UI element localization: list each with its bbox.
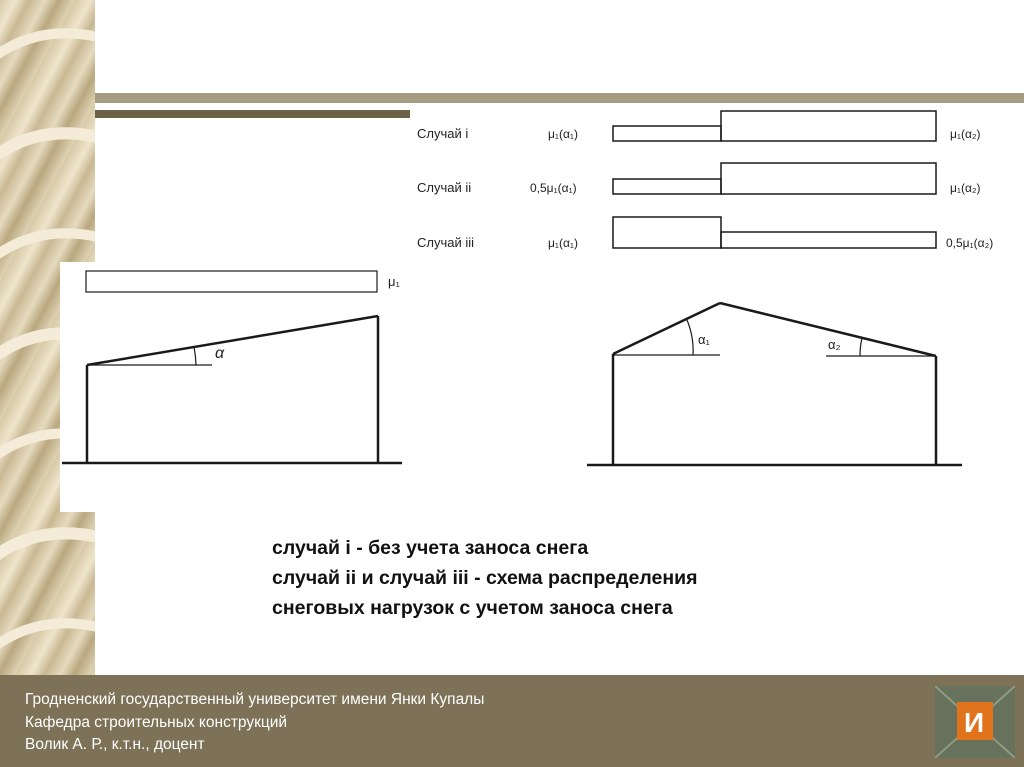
caption-line-1: случай i - без учета заноса снега bbox=[272, 537, 589, 559]
case-2-left-coef: 0,5μ₁(α₁) bbox=[530, 181, 577, 195]
footer-author: Волик А. Р., к.т.н., доцент bbox=[25, 736, 205, 753]
case-2-label: Случай ii bbox=[417, 180, 472, 195]
footer-department: Кафедра строительных конструкций bbox=[25, 713, 288, 731]
caption-line-3: снеговых нагрузок с учетом заноса снега bbox=[272, 597, 673, 619]
case-2-right-coef: μ₁(α₂) bbox=[950, 181, 981, 195]
logo-text: И bbox=[964, 707, 985, 738]
case-1-right-coef: μ₁(α₂) bbox=[950, 127, 981, 141]
case-3-label: Случай iii bbox=[417, 235, 475, 250]
gable-building bbox=[587, 303, 962, 465]
footer-university: Гродненский государственный университет имени Янки Купалы bbox=[25, 691, 485, 708]
footer-text bbox=[25, 689, 484, 757]
university-logo bbox=[935, 686, 1015, 758]
case-3-left-coef: μ₁(α₁) bbox=[548, 236, 578, 250]
case-1-label: Случай i bbox=[417, 126, 469, 141]
mono-angle-label: α bbox=[215, 345, 225, 362]
caption-line-2: случай ii и случай iii - схема распределения bbox=[272, 567, 698, 589]
mono-load-label: μ₁ bbox=[388, 274, 400, 289]
gable-angle-left: α₁ bbox=[698, 332, 710, 347]
case-1-left-coef: μ₁(α₁) bbox=[548, 127, 578, 141]
case-3-right-coef: 0,5μ₁(α₂) bbox=[946, 236, 994, 250]
gable-angle-right: α₂ bbox=[828, 337, 841, 352]
footer bbox=[0, 675, 1024, 767]
caption bbox=[272, 533, 892, 623]
logo-graphic bbox=[935, 686, 1015, 758]
